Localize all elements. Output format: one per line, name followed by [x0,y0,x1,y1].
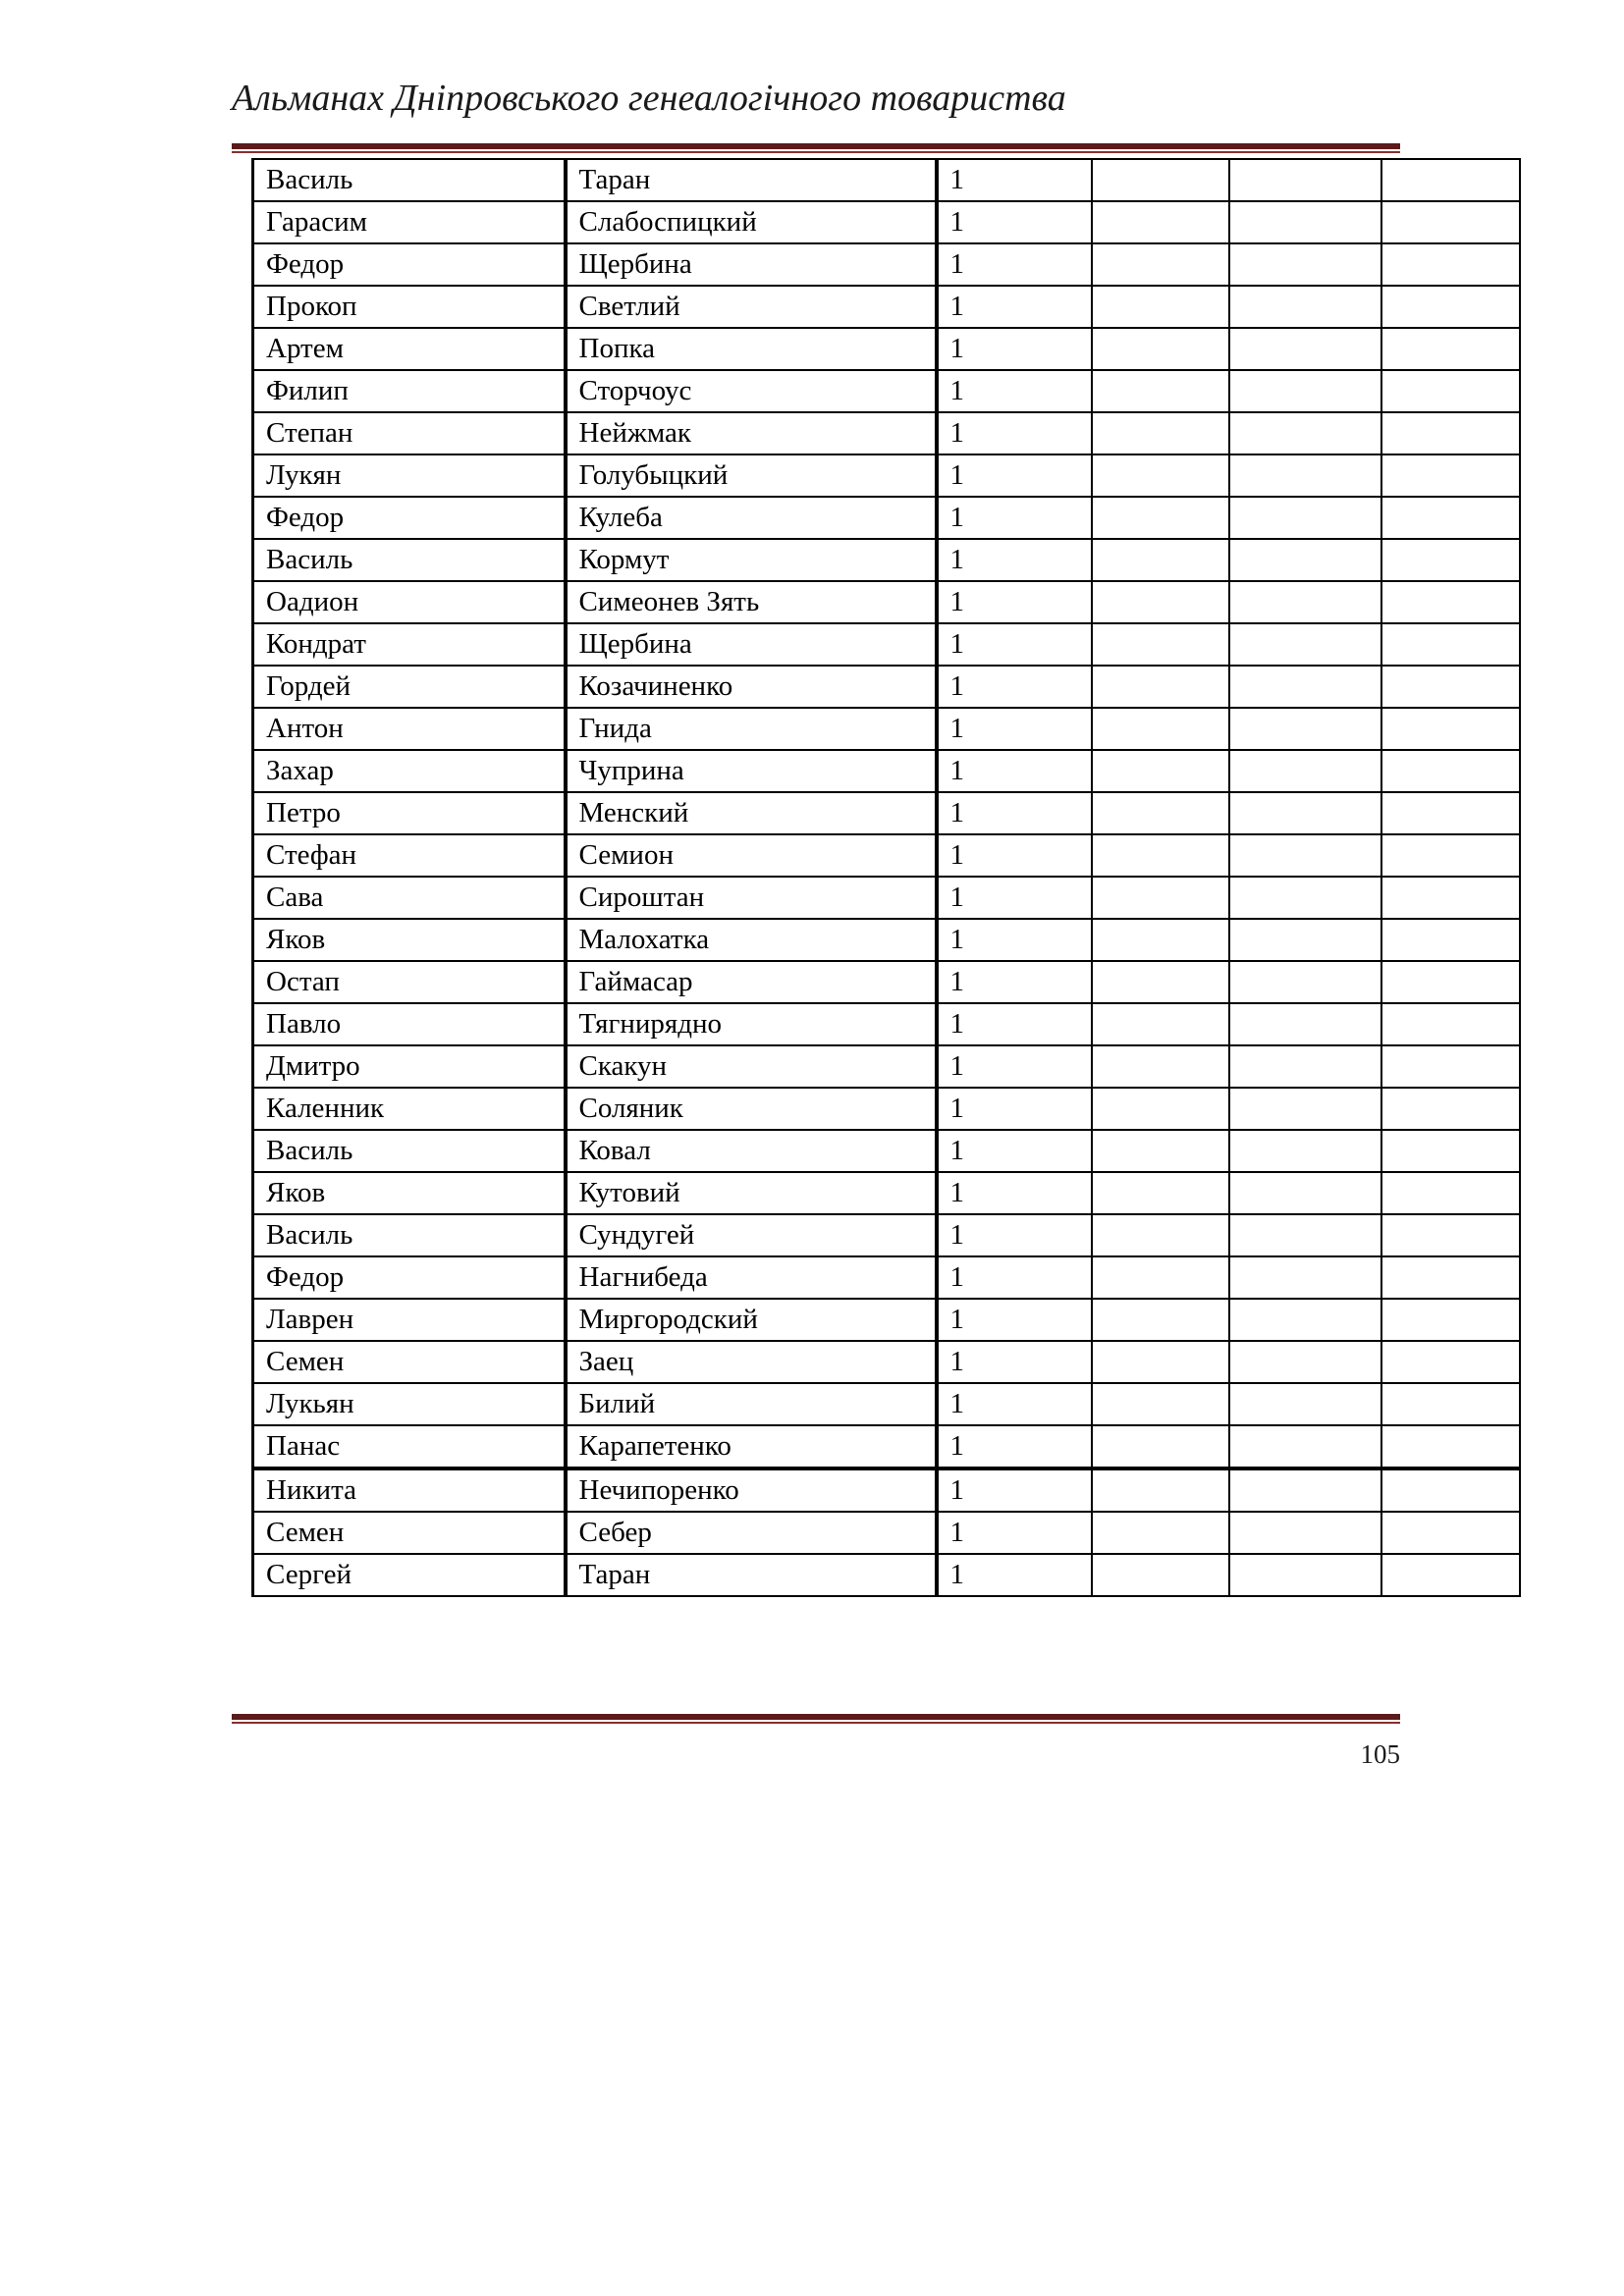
empty-cell [1229,708,1381,750]
table-row [253,623,1520,666]
empty-cell [1229,919,1381,961]
first-name-cell: Федор [253,1256,566,1299]
surname-cell: Карапетенко [566,1425,937,1468]
empty-cell [1381,1256,1520,1299]
surname-cell: Заец [566,1341,937,1383]
empty-cell [1229,1425,1381,1468]
empty-cell [1092,623,1229,666]
table-row [253,370,1520,412]
count-cell: 1 [937,1172,1092,1214]
first-name-cell: Петро [253,792,566,834]
first-name-cell: Панас [253,1425,566,1468]
empty-cell [1092,1383,1229,1425]
table-row [253,159,1520,201]
table-row [253,1299,1520,1341]
empty-cell [1229,1383,1381,1425]
table-row [253,1256,1520,1299]
table-row [253,1554,1520,1596]
first-name-cell: Семен [253,1512,566,1554]
table-row [253,1425,1520,1468]
running-header: Альманах Дніпровського генеалогічного товариства [232,78,1066,119]
empty-cell [1381,286,1520,328]
first-name-cell: Василь [253,159,566,201]
empty-cell [1229,750,1381,792]
surname-cell: Семион [566,834,937,877]
first-name-cell: Захар [253,750,566,792]
count-cell: 1 [937,159,1092,201]
first-name-cell: Павло [253,1003,566,1045]
table-row [253,1512,1520,1554]
empty-cell [1092,581,1229,623]
table-row [253,792,1520,834]
empty-cell [1229,1341,1381,1383]
surname-cell: Попка [566,328,937,370]
surname-cell: Себер [566,1512,937,1554]
count-cell: 1 [937,750,1092,792]
count-cell: 1 [937,497,1092,539]
table-row [253,328,1520,370]
count-cell: 1 [937,1341,1092,1383]
first-name-cell: Каленник [253,1088,566,1130]
empty-cell [1229,497,1381,539]
count-cell: 1 [937,666,1092,708]
surname-cell: Нагнибеда [566,1256,937,1299]
first-name-cell: Оадион [253,581,566,623]
empty-cell [1229,1088,1381,1130]
surname-cell: Малохатка [566,919,937,961]
table-row [253,1045,1520,1088]
empty-cell [1381,1468,1520,1512]
empty-cell [1381,834,1520,877]
empty-cell [1229,834,1381,877]
surname-cell: Менский [566,792,937,834]
empty-cell [1381,243,1520,286]
count-cell: 1 [937,1512,1092,1554]
empty-cell [1092,708,1229,750]
first-name-cell: Федор [253,243,566,286]
surname-cell: Скакун [566,1045,937,1088]
table-row [253,1383,1520,1425]
table-row [253,1214,1520,1256]
count-cell: 1 [937,1214,1092,1256]
count-cell: 1 [937,412,1092,454]
empty-cell [1229,961,1381,1003]
empty-cell [1092,750,1229,792]
table-row [253,666,1520,708]
empty-cell [1092,1341,1229,1383]
empty-cell [1381,877,1520,919]
empty-cell [1229,1172,1381,1214]
first-name-cell: Лаврен [253,1299,566,1341]
empty-cell [1092,1299,1229,1341]
first-name-cell: Лукьян [253,1383,566,1425]
table-row [253,919,1520,961]
empty-cell [1381,792,1520,834]
count-cell: 1 [937,1256,1092,1299]
empty-cell [1381,328,1520,370]
empty-cell [1229,243,1381,286]
table-row [253,412,1520,454]
register-table-container [251,158,1518,1597]
empty-cell [1229,1468,1381,1512]
empty-cell [1092,919,1229,961]
empty-cell [1381,1172,1520,1214]
count-cell: 1 [937,1045,1092,1088]
empty-cell [1229,454,1381,497]
count-cell: 1 [937,1425,1092,1468]
count-cell: 1 [937,1003,1092,1045]
empty-cell [1381,623,1520,666]
surname-cell: Сундугей [566,1214,937,1256]
empty-cell [1229,1130,1381,1172]
empty-cell [1092,1554,1229,1596]
empty-cell [1229,1299,1381,1341]
footer-rule-thin [232,1722,1400,1724]
table-row [253,961,1520,1003]
table-row [253,581,1520,623]
count-cell: 1 [937,1468,1092,1512]
first-name-cell: Василь [253,1130,566,1172]
empty-cell [1092,539,1229,581]
surname-cell: Гаймасар [566,961,937,1003]
table-row [253,1172,1520,1214]
first-name-cell: Стефан [253,834,566,877]
empty-cell [1229,1214,1381,1256]
surname-cell: Светлий [566,286,937,328]
empty-cell [1381,581,1520,623]
table-row [253,1130,1520,1172]
empty-cell [1229,1512,1381,1554]
count-cell: 1 [937,961,1092,1003]
empty-cell [1229,792,1381,834]
surname-cell: Голубыцкий [566,454,937,497]
first-name-cell: Степан [253,412,566,454]
surname-cell: Гнида [566,708,937,750]
count-cell: 1 [937,370,1092,412]
count-cell: 1 [937,243,1092,286]
empty-cell [1229,1256,1381,1299]
empty-cell [1381,1214,1520,1256]
empty-cell [1092,1172,1229,1214]
table-row [253,454,1520,497]
empty-cell [1092,961,1229,1003]
empty-cell [1381,497,1520,539]
first-name-cell: Гарасим [253,201,566,243]
empty-cell [1092,1214,1229,1256]
register-table-body [253,159,1520,1596]
table-row [253,1003,1520,1045]
empty-cell [1229,1554,1381,1596]
empty-cell [1092,454,1229,497]
table-row [253,539,1520,581]
empty-cell [1092,666,1229,708]
table-row [253,243,1520,286]
first-name-cell: Семен [253,1341,566,1383]
empty-cell [1381,539,1520,581]
surname-cell: Кулеба [566,497,937,539]
count-cell: 1 [937,201,1092,243]
header-rule-thin [232,151,1400,153]
empty-cell [1092,1425,1229,1468]
first-name-cell: Гордей [253,666,566,708]
table-row [253,877,1520,919]
surname-cell: Козачиненко [566,666,937,708]
count-cell: 1 [937,919,1092,961]
table-row [253,750,1520,792]
empty-cell [1092,412,1229,454]
surname-cell: Кормут [566,539,937,581]
empty-cell [1381,1045,1520,1088]
table-row [253,1341,1520,1383]
surname-cell: Соляник [566,1088,937,1130]
empty-cell [1381,1554,1520,1596]
empty-cell [1381,412,1520,454]
surname-cell: Ковал [566,1130,937,1172]
first-name-cell: Дмитро [253,1045,566,1088]
count-cell: 1 [937,1299,1092,1341]
count-cell: 1 [937,877,1092,919]
surname-cell: Щербина [566,623,937,666]
empty-cell [1092,792,1229,834]
empty-cell [1229,328,1381,370]
empty-cell [1092,243,1229,286]
count-cell: 1 [937,1383,1092,1425]
count-cell: 1 [937,834,1092,877]
first-name-cell: Остап [253,961,566,1003]
empty-cell [1092,1088,1229,1130]
surname-cell: Сироштан [566,877,937,919]
empty-cell [1229,286,1381,328]
count-cell: 1 [937,328,1092,370]
empty-cell [1381,1425,1520,1468]
empty-cell [1092,328,1229,370]
surname-cell: Таран [566,1554,937,1596]
empty-cell [1092,1130,1229,1172]
empty-cell [1381,961,1520,1003]
count-cell: 1 [937,286,1092,328]
header-rule [232,143,1400,153]
count-cell: 1 [937,1130,1092,1172]
empty-cell [1381,1088,1520,1130]
empty-cell [1381,1299,1520,1341]
surname-cell: Миргородский [566,1299,937,1341]
first-name-cell: Василь [253,1214,566,1256]
first-name-cell: Артем [253,328,566,370]
table-row [253,708,1520,750]
table-row [253,834,1520,877]
surname-cell: Щербина [566,243,937,286]
count-cell: 1 [937,539,1092,581]
first-name-cell: Сергей [253,1554,566,1596]
empty-cell [1381,159,1520,201]
count-cell: 1 [937,1088,1092,1130]
empty-cell [1092,834,1229,877]
empty-cell [1092,370,1229,412]
empty-cell [1092,497,1229,539]
empty-cell [1092,1003,1229,1045]
first-name-cell: Федор [253,497,566,539]
empty-cell [1381,454,1520,497]
empty-cell [1381,1003,1520,1045]
table-row [253,1468,1520,1512]
empty-cell [1381,1130,1520,1172]
empty-cell [1092,877,1229,919]
first-name-cell: Кондрат [253,623,566,666]
first-name-cell: Сава [253,877,566,919]
first-name-cell: Василь [253,539,566,581]
empty-cell [1092,201,1229,243]
empty-cell [1229,666,1381,708]
surname-cell: Кутовий [566,1172,937,1214]
empty-cell [1229,581,1381,623]
empty-cell [1092,1256,1229,1299]
table-row [253,1088,1520,1130]
empty-cell [1229,1003,1381,1045]
surname-cell: Билий [566,1383,937,1425]
empty-cell [1092,286,1229,328]
count-cell: 1 [937,792,1092,834]
empty-cell [1229,877,1381,919]
page-number: 105 [1360,1739,1400,1769]
surname-cell: Слабоспицкий [566,201,937,243]
table-row [253,497,1520,539]
empty-cell [1381,1383,1520,1425]
empty-cell [1381,1512,1520,1554]
count-cell: 1 [937,623,1092,666]
surname-cell: Таран [566,159,937,201]
empty-cell [1381,1341,1520,1383]
empty-cell [1092,159,1229,201]
first-name-cell: Лукян [253,454,566,497]
first-name-cell: Антон [253,708,566,750]
surname-cell: Сторчоус [566,370,937,412]
first-name-cell: Прокоп [253,286,566,328]
first-name-cell: Яков [253,1172,566,1214]
empty-cell [1092,1468,1229,1512]
empty-cell [1092,1512,1229,1554]
empty-cell [1229,412,1381,454]
first-name-cell: Никита [253,1468,566,1512]
footer-rule [232,1714,1400,1724]
empty-cell [1229,201,1381,243]
surname-cell: Нечипоренко [566,1468,937,1512]
count-cell: 1 [937,1554,1092,1596]
empty-cell [1381,919,1520,961]
count-cell: 1 [937,581,1092,623]
first-name-cell: Филип [253,370,566,412]
table-row [253,201,1520,243]
empty-cell [1381,750,1520,792]
empty-cell [1229,370,1381,412]
table-row [253,286,1520,328]
empty-cell [1229,1045,1381,1088]
first-name-cell: Яков [253,919,566,961]
empty-cell [1092,1045,1229,1088]
surname-cell: Симеонев Зять [566,581,937,623]
register-table [251,158,1521,1597]
empty-cell [1229,539,1381,581]
empty-cell [1229,623,1381,666]
empty-cell [1381,708,1520,750]
count-cell: 1 [937,454,1092,497]
surname-cell: Чуприна [566,750,937,792]
empty-cell [1381,201,1520,243]
empty-cell [1381,666,1520,708]
surname-cell: Нейжмак [566,412,937,454]
empty-cell [1229,159,1381,201]
empty-cell [1381,370,1520,412]
surname-cell: Тягнирядно [566,1003,937,1045]
count-cell: 1 [937,708,1092,750]
